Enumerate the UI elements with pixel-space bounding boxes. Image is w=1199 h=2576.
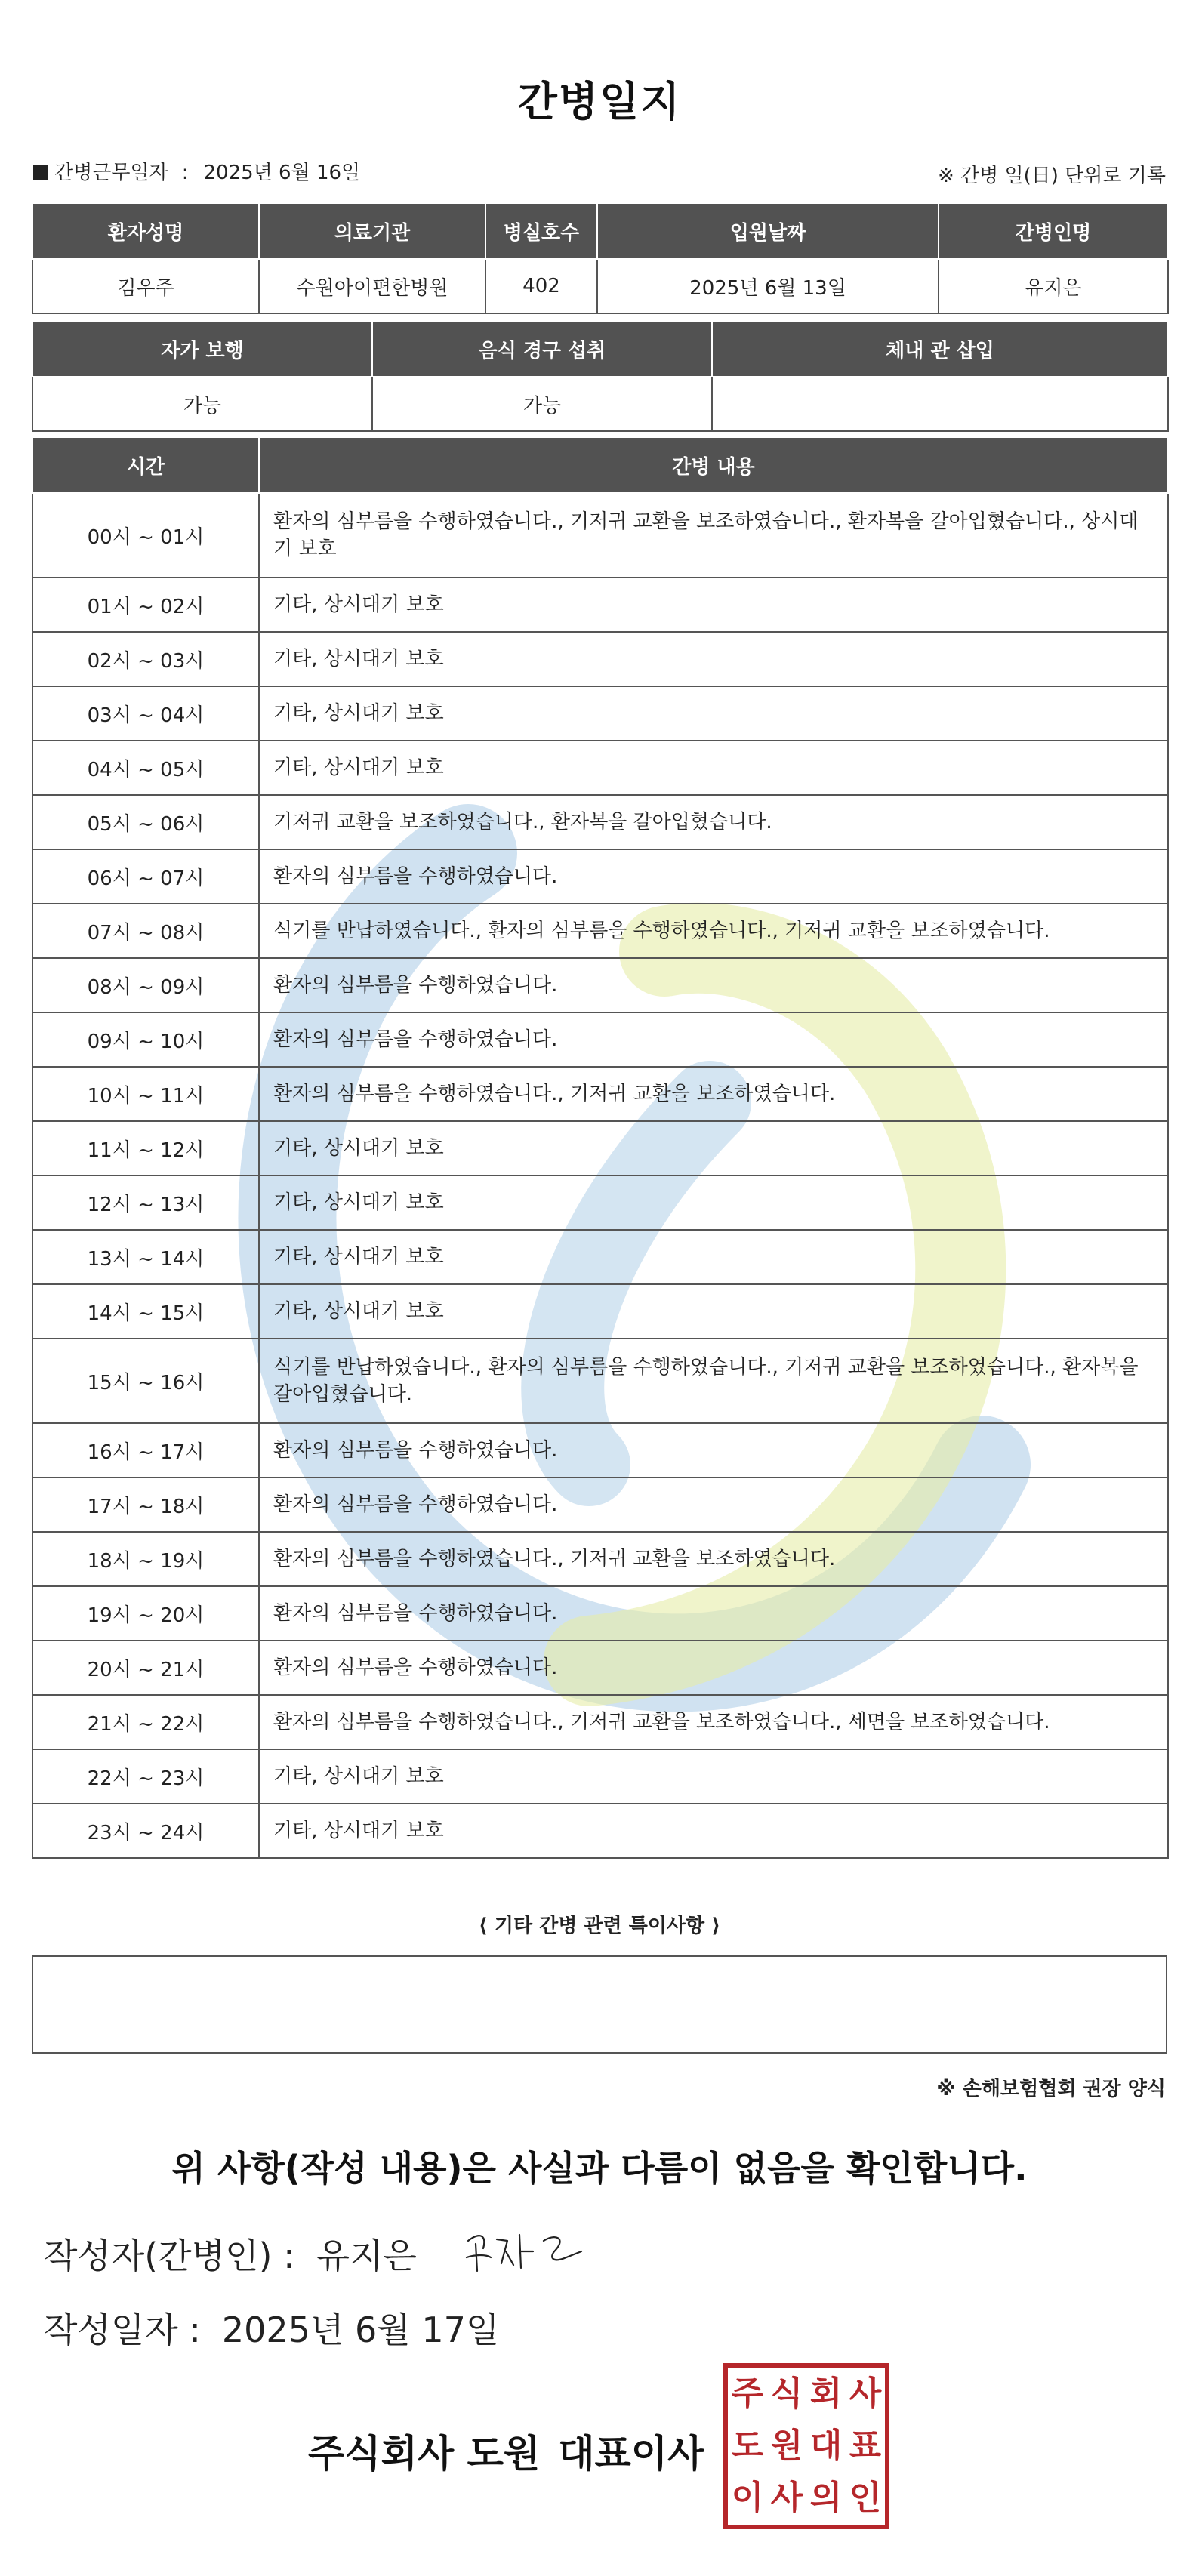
log-time: 13시 ~ 14시 xyxy=(32,1230,259,1284)
stamp-char: 주 xyxy=(731,2374,764,2413)
log-content: 기타, 상시대기 보호 xyxy=(259,1176,1168,1230)
handwritten-signature xyxy=(461,2218,589,2279)
log-time: 20시 ~ 21시 xyxy=(32,1641,259,1695)
log-time: 22시 ~ 23시 xyxy=(32,1749,259,1804)
log-content: 기타, 상시대기 보호 xyxy=(259,632,1168,686)
log-row xyxy=(32,1695,1168,1749)
log-row xyxy=(32,741,1168,795)
log-time: 14시 ~ 15시 xyxy=(32,1284,259,1339)
log-content: 환자의 심부름을 수행하였습니다. xyxy=(259,1012,1168,1067)
company-name: 주식회사 도원 xyxy=(308,2432,541,2476)
log-time: 09시 ~ 10시 xyxy=(32,1012,259,1067)
log-row xyxy=(32,1284,1168,1339)
log-content: 환자의 심부름을 수행하였습니다., 기저귀 교환을 보조하였습니다., 세면을 보조하였습니다. xyxy=(259,1695,1168,1749)
log-row xyxy=(32,493,1168,578)
work-date-line xyxy=(33,157,360,185)
log-time: 15시 ~ 16시 xyxy=(32,1339,259,1423)
stamp-char: 표 xyxy=(849,2426,882,2465)
header-patient-name: 환자성명 xyxy=(32,203,259,259)
log-content: 기타, 상시대기 보호 xyxy=(259,1284,1168,1339)
stamp-char: 대 xyxy=(809,2426,843,2465)
log-content: 환자의 심부름을 수행하였습니다. xyxy=(259,958,1168,1012)
unit-note: ※ 간병 일(日) 단위로 기록 xyxy=(937,165,1166,187)
log-row xyxy=(32,1012,1168,1067)
caregiver-name: 유지은 xyxy=(939,259,1168,313)
log-time: 16시 ~ 17시 xyxy=(32,1423,259,1478)
log-time: 04시 ~ 05시 xyxy=(32,741,259,795)
company-line xyxy=(308,2423,704,2478)
header-oral-intake: 음식 경구 섭취 xyxy=(372,321,712,377)
log-time: 03시 ~ 04시 xyxy=(32,686,259,741)
tube-insertion-value xyxy=(712,377,1168,431)
admission-date: 2025년 6월 13일 xyxy=(597,259,939,313)
special-notes-title: ⟨ 기타 간병 관련 특이사항 ⟩ xyxy=(478,1915,721,1937)
writer-line xyxy=(44,2229,417,2279)
stamp-char: 식 xyxy=(770,2374,803,2413)
log-row xyxy=(32,1641,1168,1695)
stamp-char: 의 xyxy=(809,2479,843,2518)
log-row xyxy=(32,1478,1168,1532)
header-admission-date: 입원날짜 xyxy=(597,203,939,259)
log-content: 환자의 심부름을 수행하였습니다., 기저귀 교환을 보조하였습니다. xyxy=(259,1532,1168,1586)
log-time: 02시 ~ 03시 xyxy=(32,632,259,686)
log-time: 12시 ~ 13시 xyxy=(32,1176,259,1230)
log-row xyxy=(32,1121,1168,1176)
log-time: 00시 ~ 01시 xyxy=(32,493,259,578)
log-row xyxy=(32,1176,1168,1230)
log-row xyxy=(32,1423,1168,1478)
log-content: 식기를 반납하였습니다., 환자의 심부름을 수행하였습니다., 기저귀 교환을 보조하였습니다., 환자복을 갈아입혔습니다. xyxy=(259,1339,1168,1423)
log-content: 기타, 상시대기 보호 xyxy=(259,1230,1168,1284)
patient-name: 김우주 xyxy=(32,259,259,313)
header-time: 시간 xyxy=(32,437,259,493)
log-time: 06시 ~ 07시 xyxy=(32,849,259,904)
log-row xyxy=(32,632,1168,686)
recommend-note: ※ 손해보험협회 권장 양식 xyxy=(936,2078,1166,2100)
log-content: 기타, 상시대기 보호 xyxy=(259,1804,1168,1858)
log-row xyxy=(32,904,1168,958)
patient-status-table xyxy=(32,320,1169,432)
written-date-value: 2025년 6월 17일 xyxy=(221,2309,500,2350)
log-content: 환자의 심부름을 수행하였습니다. xyxy=(259,1586,1168,1641)
written-date-label: 작성일자 : xyxy=(44,2309,201,2350)
log-row xyxy=(32,686,1168,741)
log-row xyxy=(32,578,1168,632)
log-content: 환자의 심부름을 수행하였습니다. xyxy=(259,1478,1168,1532)
company-seal-stamp xyxy=(723,2363,889,2529)
hospital-name: 수원아이편한병원 xyxy=(259,259,485,313)
work-date-label: 간병근무일자 xyxy=(54,162,168,184)
log-row xyxy=(32,795,1168,849)
log-content: 환자의 심부름을 수행하였습니다., 기저귀 교환을 보조하였습니다. xyxy=(259,1067,1168,1121)
log-row xyxy=(32,1586,1168,1641)
log-content: 환자의 심부름을 수행하였습니다., 기저귀 교환을 보조하였습니다., 환자복을 갈아입혔습니다., 상시대기 보호 xyxy=(259,493,1168,578)
log-time: 18시 ~ 19시 xyxy=(32,1532,259,1586)
page-title: 간병일지 xyxy=(517,78,682,125)
stamp-char: 회 xyxy=(809,2374,843,2413)
log-time: 21시 ~ 22시 xyxy=(32,1695,259,1749)
log-time: 08시 ~ 09시 xyxy=(32,958,259,1012)
header-caregiver-name: 간병인명 xyxy=(939,203,1168,259)
log-row xyxy=(32,1804,1168,1858)
stamp-char: 사 xyxy=(849,2374,882,2413)
written-date-line xyxy=(44,2303,499,2353)
log-content: 환자의 심부름을 수행하였습니다. xyxy=(259,1423,1168,1478)
log-content: 기타, 상시대기 보호 xyxy=(259,741,1168,795)
header-room: 병실호수 xyxy=(485,203,597,259)
log-row xyxy=(32,958,1168,1012)
oral-intake-value: 가능 xyxy=(372,377,712,431)
stamp-char: 이 xyxy=(731,2479,764,2518)
log-content: 식기를 반납하였습니다., 환자의 심부름을 수행하였습니다., 기저귀 교환을 보조하였습니다. xyxy=(259,904,1168,958)
log-row xyxy=(32,1230,1168,1284)
log-time: 07시 ~ 08시 xyxy=(32,904,259,958)
writer-label: 작성자(간병인) : xyxy=(44,2236,295,2276)
log-content: 기타, 상시대기 보호 xyxy=(259,686,1168,741)
header-self-walking: 자가 보행 xyxy=(32,321,372,377)
log-time: 05시 ~ 06시 xyxy=(32,795,259,849)
log-row xyxy=(32,1339,1168,1423)
patient-info-table xyxy=(32,202,1169,314)
stamp-char: 인 xyxy=(849,2479,882,2518)
log-content: 환자의 심부름을 수행하였습니다. xyxy=(259,849,1168,904)
log-row xyxy=(32,1532,1168,1586)
confirmation-statement: 위 사항(작성 내용)은 사실과 다름이 없음을 확인합니다. xyxy=(171,2148,1028,2189)
header-care-content: 간병 내용 xyxy=(259,437,1168,493)
log-row xyxy=(32,849,1168,904)
log-time: 01시 ~ 02시 xyxy=(32,578,259,632)
log-row xyxy=(32,1067,1168,1121)
writer-name: 유지은 xyxy=(316,2236,417,2276)
log-time: 11시 ~ 12시 xyxy=(32,1121,259,1176)
log-time: 19시 ~ 20시 xyxy=(32,1586,259,1641)
log-time: 23시 ~ 24시 xyxy=(32,1804,259,1858)
log-content: 기타, 상시대기 보호 xyxy=(259,1121,1168,1176)
log-content: 기타, 상시대기 보호 xyxy=(259,1749,1168,1804)
stamp-char: 도 xyxy=(731,2426,764,2465)
log-content: 기타, 상시대기 보호 xyxy=(259,578,1168,632)
header-tube-insertion: 체내 관 삽입 xyxy=(712,321,1168,377)
care-log-table xyxy=(32,436,1169,1859)
log-time: 17시 ~ 18시 xyxy=(32,1478,259,1532)
log-time: 10시 ~ 11시 xyxy=(32,1067,259,1121)
header-hospital: 의료기관 xyxy=(259,203,485,259)
log-content: 기저귀 교환을 보조하였습니다., 환자복을 갈아입혔습니다. xyxy=(259,795,1168,849)
company-title: 대표이사 xyxy=(558,2432,704,2476)
log-row xyxy=(32,1749,1168,1804)
stamp-char: 원 xyxy=(770,2426,803,2465)
square-bullet-icon xyxy=(33,165,48,180)
self-walking-value: 가능 xyxy=(32,377,372,431)
special-notes-box xyxy=(32,1955,1167,2054)
work-date-colon: : xyxy=(181,162,189,184)
room-number: 402 xyxy=(485,259,597,313)
log-content: 환자의 심부름을 수행하였습니다. xyxy=(259,1641,1168,1695)
work-date-value: 2025년 6월 16일 xyxy=(203,162,361,184)
stamp-char: 사 xyxy=(770,2479,803,2518)
